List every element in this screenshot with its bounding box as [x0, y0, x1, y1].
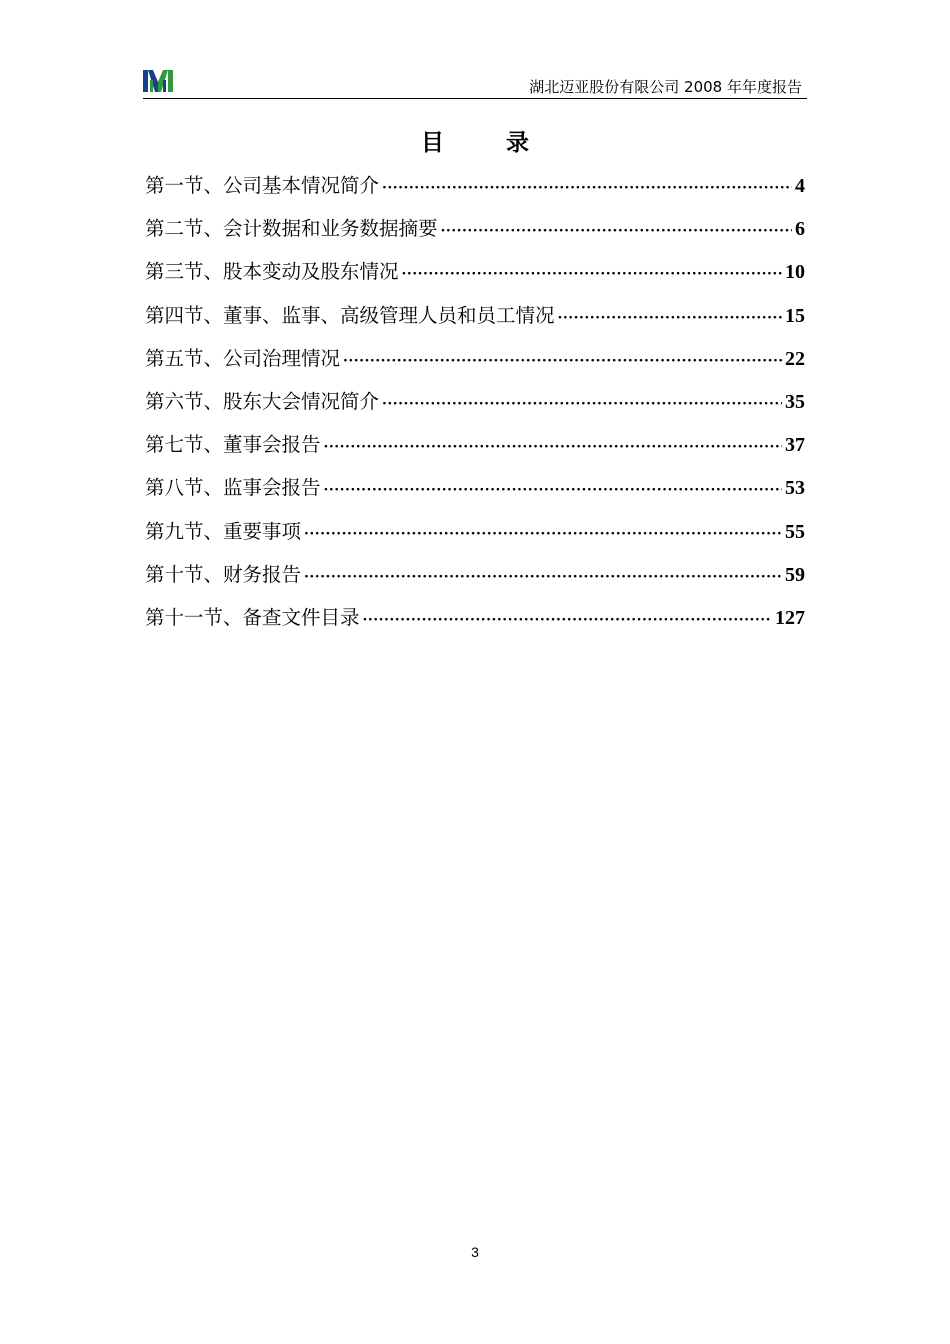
toc-entry-label: 第八节、监事会报告 — [145, 476, 321, 500]
toc-entry[interactable] — [145, 168, 805, 211]
toc-entry[interactable] — [145, 557, 805, 600]
dot-leader — [304, 559, 782, 595]
toc-entry-page: 4 — [795, 175, 805, 197]
toc-entry-page: 55 — [785, 520, 805, 543]
toc-entry-label: 第六节、股东大会情况简介 — [145, 389, 380, 413]
dot-leader — [441, 213, 792, 249]
toc-entry-page: 53 — [785, 477, 805, 500]
toc-entry-page: 59 — [785, 563, 805, 586]
toc-entry-page: 37 — [785, 434, 805, 457]
toc-entry[interactable] — [145, 470, 805, 513]
table-of-contents — [145, 168, 805, 643]
toc-entry-label: 第五节、公司治理情况 — [145, 346, 341, 370]
dot-leader — [343, 343, 782, 379]
dot-leader — [382, 386, 782, 422]
toc-entry-label: 第七节、董事会报告 — [145, 433, 321, 457]
dot-leader — [402, 256, 782, 292]
report-header-title: 湖北迈亚股份有限公司 2008 年年度报告 — [529, 78, 802, 96]
toc-entry-page: 127 — [775, 606, 805, 629]
dot-leader — [558, 300, 782, 336]
toc-entry-label: 第一节、公司基本情况简介 — [145, 174, 380, 197]
dot-leader — [304, 516, 782, 552]
toc-entry[interactable] — [145, 427, 805, 470]
header-divider — [143, 98, 807, 99]
toc-entry-page: 22 — [785, 347, 805, 370]
dot-leader — [363, 602, 772, 638]
toc-entry-page: 35 — [785, 390, 805, 413]
toc-entry[interactable] — [145, 600, 805, 643]
toc-entry[interactable] — [145, 254, 805, 297]
toc-entry[interactable] — [145, 514, 805, 557]
toc-entry[interactable] — [145, 298, 805, 341]
page-number: 3 — [471, 1244, 479, 1260]
toc-entry-label: 第三节、股本变动及股东情况 — [145, 260, 399, 284]
toc-entry-page: 15 — [785, 304, 805, 327]
toc-entry[interactable] — [145, 341, 805, 384]
toc-entry[interactable] — [145, 384, 805, 427]
toc-entry-page: 10 — [785, 261, 805, 284]
toc-entry[interactable] — [145, 211, 805, 254]
dot-leader — [324, 429, 782, 465]
m-logo-icon — [143, 68, 173, 92]
toc-entry-page: 6 — [795, 218, 805, 241]
dot-leader — [324, 472, 782, 508]
toc-entry-label: 第十一节、备查文件目录 — [145, 605, 360, 629]
toc-entry-label: 第十节、财务报告 — [145, 562, 302, 586]
toc-title: 目录 — [421, 130, 591, 156]
toc-entry-label: 第四节、董事、监事、高级管理人员和员工情况 — [145, 303, 555, 327]
toc-entry-label: 第九节、重要事项 — [145, 519, 302, 543]
toc-entry-label: 第二节、会计数据和业务数据摘要 — [145, 217, 438, 241]
dot-leader — [382, 170, 792, 206]
